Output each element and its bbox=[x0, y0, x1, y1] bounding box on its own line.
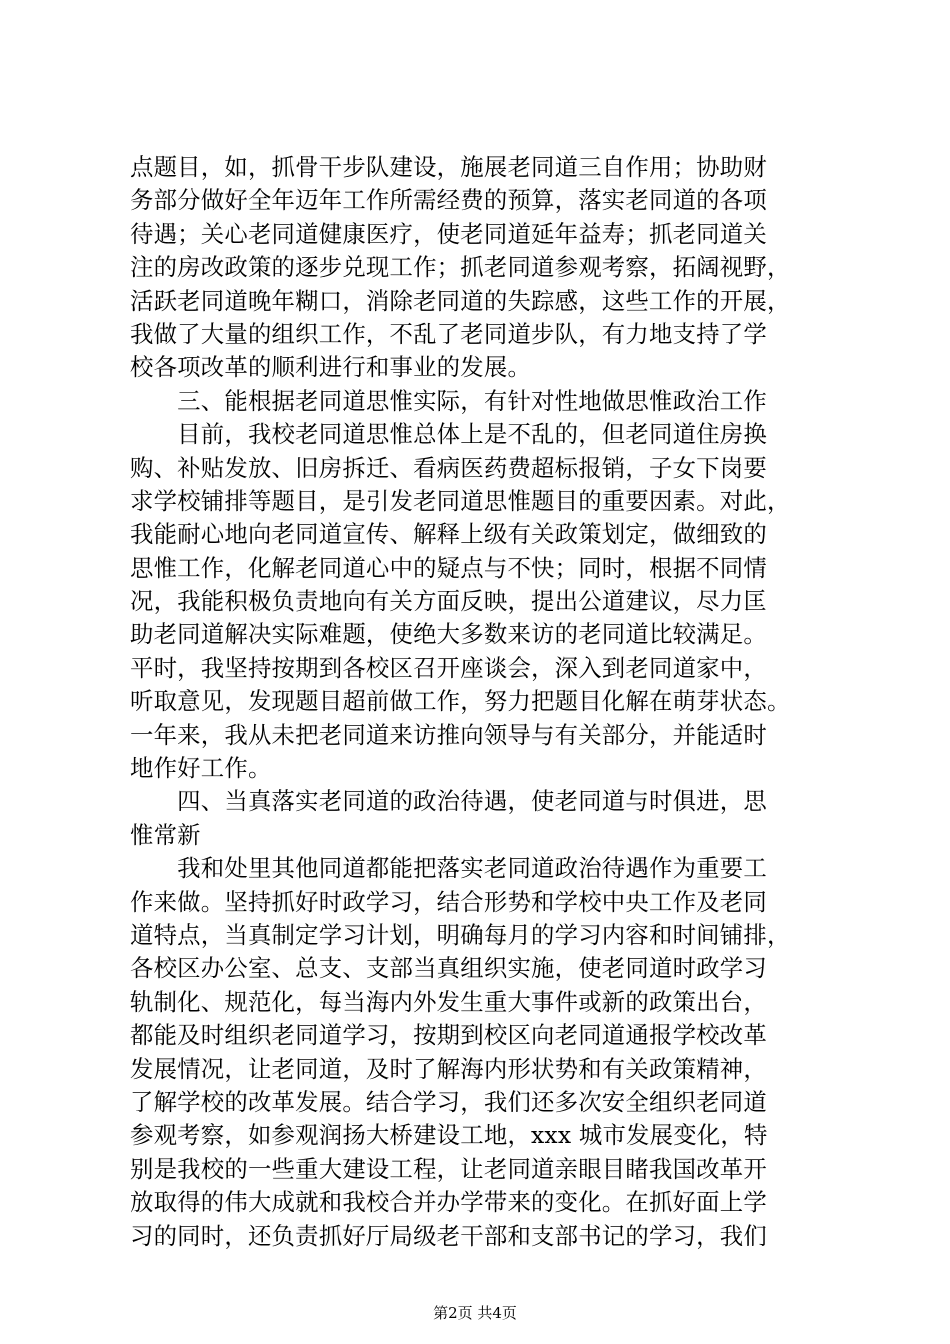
text-line: 平时，我坚持按期到各校区召开座谈会，深入到老同道家中， bbox=[130, 653, 767, 682]
body-text bbox=[130, 151, 840, 1253]
text-line: 况，我能积极负责地向有关方面反映，提出公道建议，尽力匡 bbox=[130, 587, 767, 616]
text-line: 了解学校的改革发展。结合学习，我们还多次安全组织老同道 bbox=[130, 1087, 767, 1116]
text-line: 思惟工作，化解老同道心中的疑点与不快；同时，根据不同情 bbox=[130, 553, 767, 582]
text-line: 作来做。坚持抓好时政学习，结合形势和学校中央工作及老同 bbox=[130, 887, 767, 916]
text-line: 听取意见，发现题目超前做工作，努力把题目化解在萌芽状态。 bbox=[130, 687, 791, 716]
text-line: 一年来，我从未把老同道来访推向领导与有关部分，并能适时 bbox=[130, 720, 767, 749]
text-line: 放取得的伟大成就和我校合并办学带来的变化。在抓好面上学 bbox=[130, 1188, 767, 1217]
text-line: 我能耐心地向老同道宣传、解释上级有关政策划定，做细致的 bbox=[130, 520, 767, 549]
text-line: 我和处里其他同道都能把落实老同道政治待遇作为重要工 bbox=[130, 854, 767, 883]
text-line: 注的房改政策的逐步兑现工作；抓老同道参观考察，拓阔视野， bbox=[130, 253, 791, 282]
text-line: 三、能根据老同道思惟实际，有针对性地做思惟政治工作 bbox=[130, 386, 767, 415]
text-line: 目前，我校老同道思惟总体上是不乱的，但老同道住房换 bbox=[130, 420, 767, 449]
text-line: 求学校铺排等题目，是引发老同道思惟题目的重要因素。对此， bbox=[130, 486, 791, 515]
text-line: 都能及时组织老同道学习，按期到校区向老同道通报学校改革 bbox=[130, 1021, 767, 1050]
text-line: 购、补贴发放、旧房拆迁、看病医药费超标报销，子女下岗要 bbox=[130, 453, 767, 482]
text-line: 发展情况，让老同道，及时了解海内形状势和有关政策精神， bbox=[130, 1054, 767, 1083]
text-line: 助老同道解决实际难题，使绝大多数来访的老同道比较满足。 bbox=[130, 620, 767, 649]
page-footer: 第2页 共4页 bbox=[433, 1304, 517, 1322]
text-line: 各校区办公室、总支、支部当真组织实施，使老同道时政学习 bbox=[130, 954, 767, 983]
text-line: 习的同时，还负责抓好厅局级老干部和支部书记的学习，我们 bbox=[130, 1221, 767, 1250]
text-line: 活跃老同道晚年糊口，消除老同道的失踪感，这些工作的开展， bbox=[130, 286, 791, 315]
text-line: 地作好工作。 bbox=[130, 754, 272, 783]
text-line: 参观考察，如参观润扬大桥建设工地，xxx 城市发展变化，特 bbox=[130, 1121, 768, 1150]
text-line: 道特点，当真制定学习计划，明确每月的学习内容和时间铺排， bbox=[130, 920, 791, 949]
text-line: 我做了大量的组织工作，不乱了老同道步队，有力地支持了学 bbox=[130, 319, 767, 348]
text-line: 惟常新 bbox=[130, 820, 201, 849]
text-line: 点题目，如，抓骨干步队建设，施展老同道三自作用；协助财 bbox=[130, 153, 767, 181]
text-line: 务部分做好全年迈年工作所需经费的预算，落实老同道的各项 bbox=[130, 186, 767, 215]
text-line: 待遇；关心老同道健康医疗，使老同道延年益寿；抓老同道关 bbox=[130, 219, 767, 248]
text-line: 轨制化、规范化，每当海内外发生重大事件或新的政策出台， bbox=[130, 987, 767, 1016]
text-line: 四、当真落实老同道的政治待遇，使老同道与时俱进，思 bbox=[130, 787, 767, 816]
text-line: 校各项改革的顺利进行和事业的发展。 bbox=[130, 353, 532, 382]
text-line: 别是我校的一些重大建设工程，让老同道亲眼目睹我国改革开 bbox=[130, 1154, 767, 1183]
